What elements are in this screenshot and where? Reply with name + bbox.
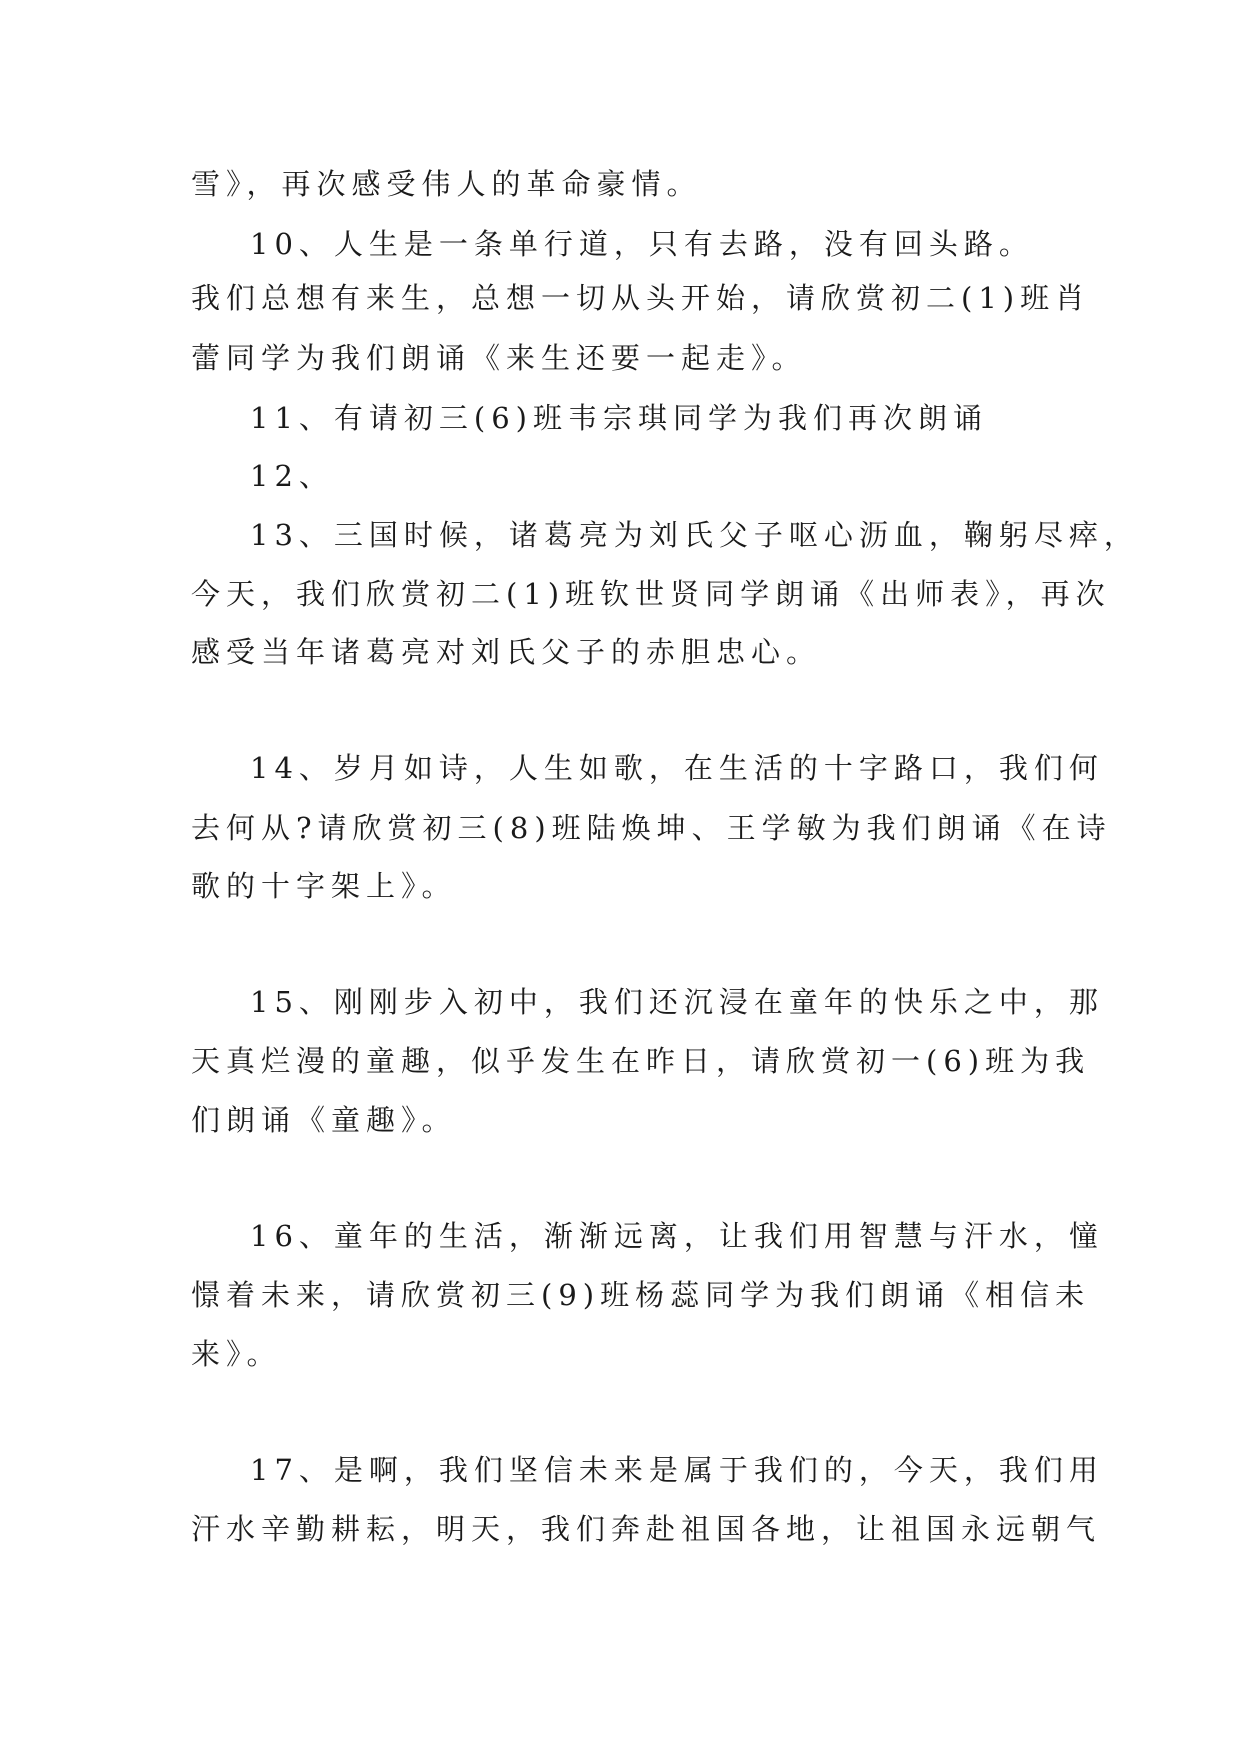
text-line: 13、三国时候，诸葛亮为刘氏父子呕心沥血，鞠躬尽瘁， (250, 518, 1139, 552)
text-line: 15、刚刚步入初中，我们还沉浸在童年的快乐之中，那 (250, 985, 1104, 1019)
text-line: 汗水辛勤耕耘，明天，我们奔赴祖国各地，让祖国永远朝气 (191, 1512, 1102, 1546)
text-line: 去何从?请欣赏初三(8)班陆焕坤、王学敏为我们朗诵《在诗 (191, 811, 1112, 845)
text-line: 雪》，再次感受伟人的革命豪情。 (191, 167, 702, 201)
text-line: 12、 (250, 459, 334, 493)
text-line: 17、是啊，我们坚信未来是属于我们的，今天，我们用 (250, 1453, 1104, 1487)
text-line: 今天，我们欣赏初二(1)班钦世贤同学朗诵《出师表》，再次 (191, 577, 1111, 611)
text-line: 蕾同学为我们朗诵《来生还要一起走》。 (191, 341, 807, 375)
text-line: 感受当年诸葛亮对刘氏父子的赤胆忠心。 (191, 635, 822, 669)
text-line: 16、童年的生活，渐渐远离，让我们用智慧与汗水，憧 (250, 1219, 1104, 1253)
text-line: 来》。 (191, 1337, 282, 1371)
text-line: 歌的十字架上》。 (191, 869, 457, 903)
text-line: 憬着未来，请欣赏初三(9)班杨蕊同学为我们朗诵《相信未 (191, 1278, 1091, 1312)
text-line: 11、有请初三(6)班韦宗琪同学为我们再次朗诵 (250, 401, 988, 435)
text-line: 们朗诵《童趣》。 (191, 1103, 457, 1137)
text-line: 14、岁月如诗，人生如歌，在生活的十字路口，我们何 (250, 751, 1104, 785)
text-line: 10、人生是一条单行道，只有去路，没有回头路。 (250, 227, 1034, 261)
text-line: 我们总想有来生，总想一切从头开始，请欣赏初二(1)班肖 (191, 281, 1091, 315)
text-line: 天真烂漫的童趣，似乎发生在昨日，请欣赏初一(6)班为我 (191, 1044, 1091, 1078)
